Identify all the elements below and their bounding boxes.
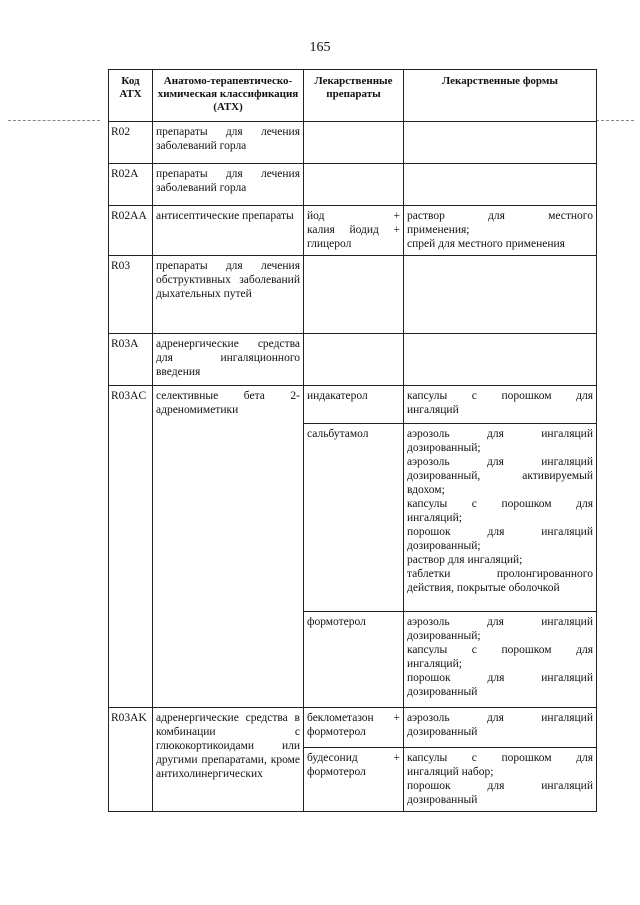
dosage-form-line: порошок для ингаляций — [407, 780, 593, 792]
table-row — [109, 334, 597, 386]
table-row — [109, 386, 597, 424]
table-row — [109, 122, 597, 164]
drug-name: йод + — [307, 210, 400, 222]
dosage-form-line: аэрозоль для ингаляций — [407, 616, 593, 628]
table-row — [109, 256, 597, 334]
dosage-form-line: спрей для местного применения — [407, 238, 565, 250]
dosage-form-line: дозированный, активируемый — [407, 470, 593, 482]
drug-cell — [304, 708, 404, 748]
margin-scan-mark — [8, 120, 100, 121]
drug-name: калия йодид + — [307, 224, 400, 236]
dosage-form-line: дозированный — [407, 726, 478, 738]
dosage-form-line: ингаляций набор; — [407, 766, 494, 778]
drug-cell — [304, 206, 404, 256]
dosage-form-line: капсулы с порошком для — [407, 390, 593, 402]
margin-scan-mark — [596, 120, 634, 121]
drug-cell — [304, 748, 404, 812]
atc-code: R03AK — [109, 708, 153, 812]
classification: препараты для лечения заболеваний горла — [153, 122, 304, 164]
header-drugs: Лекарственные препараты — [304, 70, 404, 122]
dosage-form-line: ингаляций — [407, 404, 459, 416]
dosage-forms — [404, 748, 597, 812]
drug-name: формотерол — [307, 616, 366, 628]
atc-code: R03A — [109, 334, 153, 386]
drug-cell — [304, 386, 404, 424]
table-header-row — [109, 70, 597, 122]
dosage-form-line: порошок для ингаляций — [407, 672, 593, 684]
classification: селективные бета 2-адреномиметики — [153, 386, 304, 708]
header-dosage-forms: Лекарственные формы — [404, 70, 597, 122]
classification: адренергические средства в комбинации с глюкокортикоидами или другими препаратами, кроме антихолинергических — [153, 708, 304, 812]
dosage-form-line: ингаляций; — [407, 658, 462, 670]
dosage-forms — [404, 164, 597, 206]
dosage-forms — [404, 256, 597, 334]
atc-code: R03 — [109, 256, 153, 334]
drug-name: индакатерол — [307, 390, 368, 402]
dosage-form-line: вдохом; — [407, 484, 445, 496]
drug-cell — [304, 424, 404, 612]
header-classification: Анатомо-терапевтическо-химическая классификация (АТХ) — [153, 70, 304, 122]
drug-name: формотерол — [307, 766, 366, 778]
dosage-form-line: дозированный; — [407, 630, 481, 642]
dosage-forms — [404, 612, 597, 708]
header-atc-code: Код АТХ — [109, 70, 153, 122]
dosage-forms — [404, 386, 597, 424]
dosage-form-line: капсулы с порошком для — [407, 644, 593, 656]
dosage-form-line: дозированный; — [407, 442, 481, 454]
dosage-form-line: капсулы с порошком для — [407, 752, 593, 764]
dosage-form-line: таблетки пролонгированного — [407, 568, 593, 580]
dosage-form-line: раствор для ингаляций; — [407, 554, 523, 566]
page-number: 165 — [309, 40, 331, 55]
classification: антисептические препараты — [153, 206, 304, 256]
atc-code: R02A — [109, 164, 153, 206]
drug-name: будесонид + — [307, 752, 400, 764]
dosage-form-line: дозированный; — [407, 540, 481, 552]
dosage-form-line: дозированный — [407, 794, 478, 806]
dosage-forms — [404, 424, 597, 612]
drug-cell — [304, 164, 404, 206]
atc-drug-table — [108, 69, 597, 812]
dosage-forms — [404, 122, 597, 164]
drug-name: сальбутамол — [307, 428, 369, 440]
dosage-forms — [404, 708, 597, 748]
table-row — [109, 164, 597, 206]
dosage-forms — [404, 334, 597, 386]
classification: адренергические средства для ингаляционного введения — [153, 334, 304, 386]
drug-name: беклометазон + — [307, 712, 400, 724]
classification: препараты для лечения обструктивных заболеваний дыхательных путей — [153, 256, 304, 334]
dosage-form-line: порошок для ингаляций — [407, 526, 593, 538]
atc-code: R02 — [109, 122, 153, 164]
drug-name: формотерол — [307, 726, 366, 738]
dosage-form-line: действия, покрытые оболочкой — [407, 582, 560, 594]
classification: препараты для лечения заболеваний горла — [153, 164, 304, 206]
dosage-forms — [404, 206, 597, 256]
atc-code: R03AC — [109, 386, 153, 708]
drug-cell — [304, 334, 404, 386]
table-row — [109, 206, 597, 256]
drug-cell — [304, 612, 404, 708]
dosage-form-line: капсулы с порошком для — [407, 498, 593, 510]
dosage-form-line: ингаляций; — [407, 512, 462, 524]
dosage-form-line: аэрозоль для ингаляций — [407, 712, 593, 724]
table-row — [109, 708, 597, 748]
dosage-form-line: применения; — [407, 224, 470, 236]
dosage-form-line: аэрозоль для ингаляций — [407, 428, 593, 440]
dosage-form-line: аэрозоль для ингаляций — [407, 456, 593, 468]
drug-cell — [304, 256, 404, 334]
drug-cell — [304, 122, 404, 164]
atc-code: R02AA — [109, 206, 153, 256]
dosage-form-line: дозированный — [407, 686, 478, 698]
dosage-form-line: раствор для местного — [407, 210, 593, 222]
drug-name: глицерол — [307, 238, 352, 250]
